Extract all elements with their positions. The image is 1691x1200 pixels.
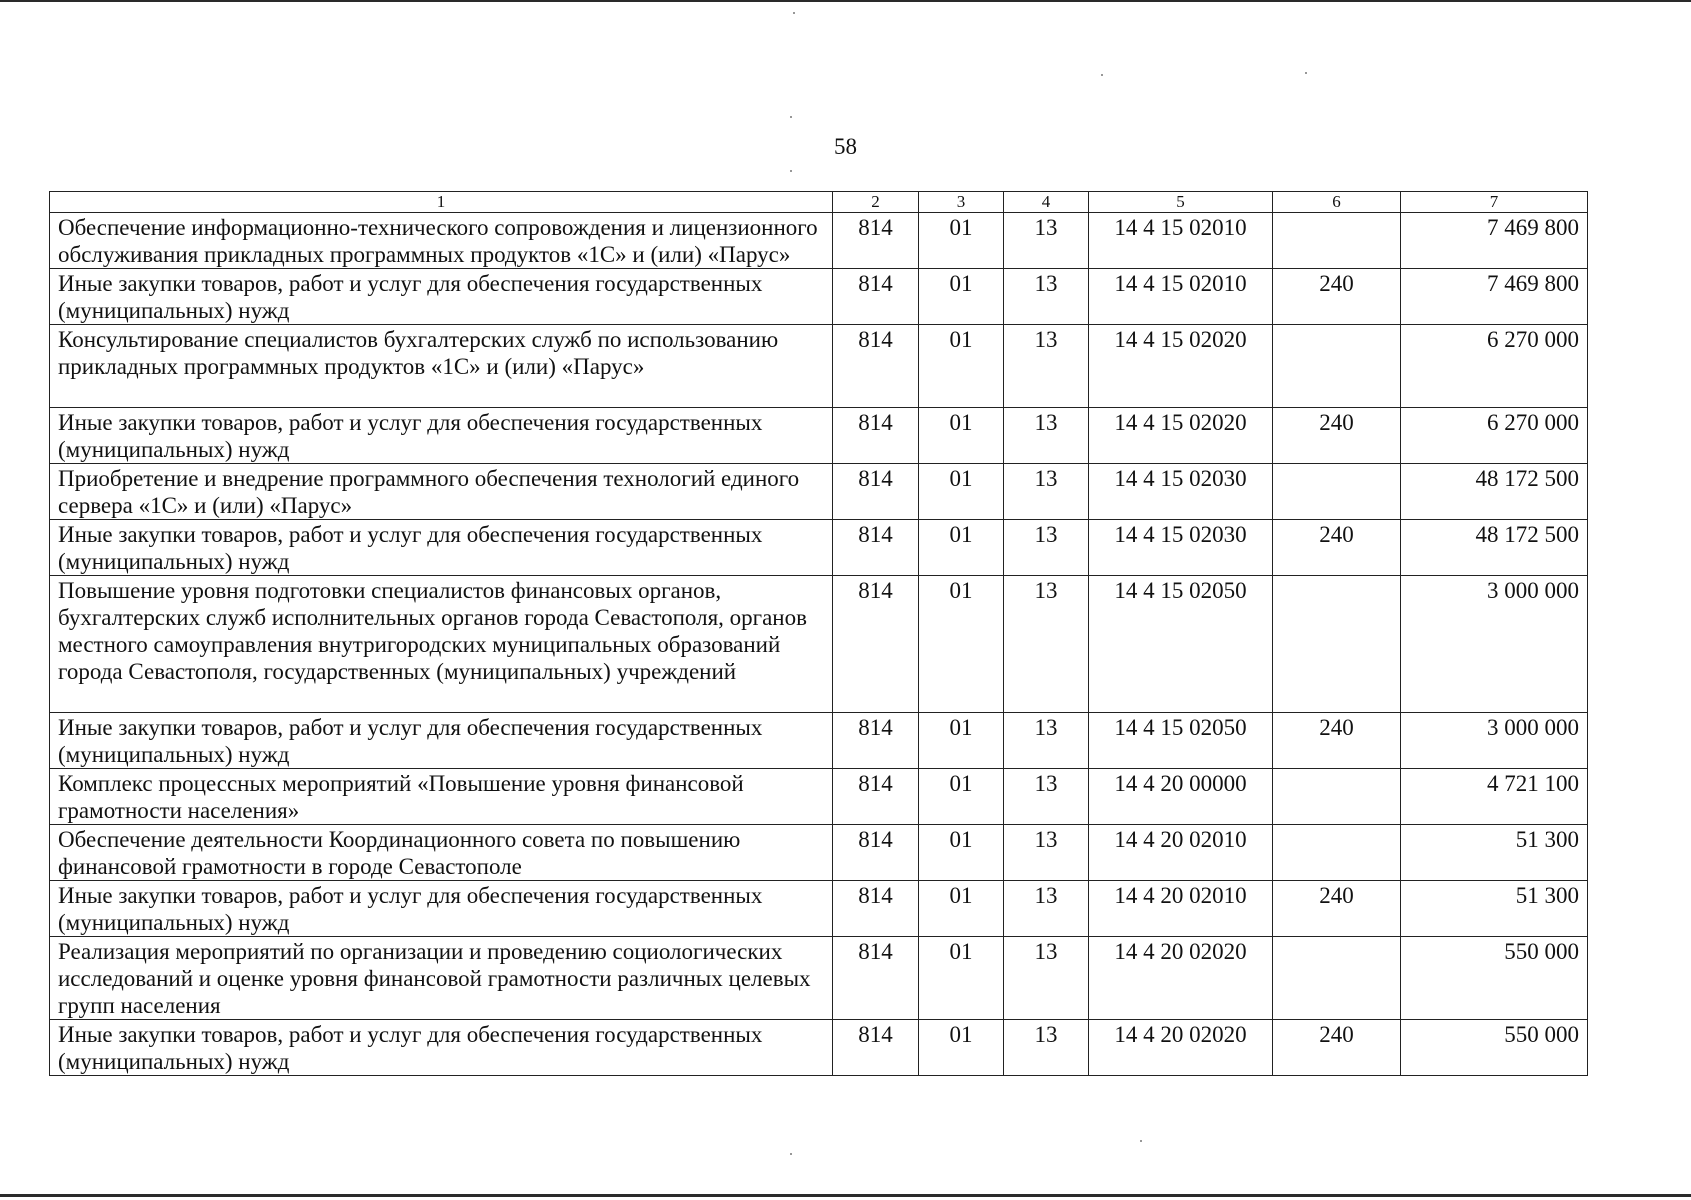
row-name: Иные закупки товаров, работ и услуг для обеспечения государственных (муниципальных) нужд [50, 713, 833, 769]
table-row [50, 464, 1588, 520]
row-target-article: 14 4 15 02020 [1089, 325, 1273, 408]
table-row [50, 520, 1588, 576]
row-subsection-code: 13 [1004, 881, 1089, 937]
row-department-code: 814 [833, 937, 919, 1020]
scan-speck [790, 170, 792, 172]
row-name: Иные закупки товаров, работ и услуг для обеспечения государственных (муниципальных) нужд [50, 1020, 833, 1076]
row-name: Иные закупки товаров, работ и услуг для обеспечения государственных (муниципальных) нужд [50, 881, 833, 937]
row-section-code: 01 [919, 520, 1004, 576]
row-name: Иные закупки товаров, работ и услуг для обеспечения государственных (муниципальных) нужд [50, 408, 833, 464]
row-name: Консультирование специалистов бухгалтерских служб по использованию прикладных программных продуктов «1С» и (или) «Парус» [50, 325, 833, 408]
row-target-article: 14 4 15 02050 [1089, 576, 1273, 713]
row-section-code: 01 [919, 881, 1004, 937]
row-expense-type: 240 [1273, 881, 1401, 937]
column-number-row [50, 192, 1588, 213]
row-target-article: 14 4 15 02030 [1089, 464, 1273, 520]
table-row [50, 576, 1588, 713]
row-target-article: 14 4 20 02010 [1089, 881, 1273, 937]
row-target-article: 14 4 15 02010 [1089, 269, 1273, 325]
row-name: Комплекс процессных мероприятий «Повышение уровня финансовой грамотности населения» [50, 769, 833, 825]
row-department-code: 814 [833, 881, 919, 937]
row-expense-type [1273, 825, 1401, 881]
page-number: 58 [834, 134, 857, 159]
row-amount: 550 000 [1401, 937, 1588, 1020]
row-amount: 3 000 000 [1401, 713, 1588, 769]
row-subsection-code: 13 [1004, 269, 1089, 325]
row-name: Иные закупки товаров, работ и услуг для обеспечения государственных (муниципальных) нужд [50, 520, 833, 576]
row-department-code: 814 [833, 325, 919, 408]
scan-speck [1140, 1140, 1142, 1142]
row-amount: 51 300 [1401, 825, 1588, 881]
table-row [50, 881, 1588, 937]
row-expense-type [1273, 576, 1401, 713]
row-expense-type: 240 [1273, 408, 1401, 464]
row-section-code: 01 [919, 269, 1004, 325]
row-section-code: 01 [919, 713, 1004, 769]
row-expense-type: 240 [1273, 1020, 1401, 1076]
row-section-code: 01 [919, 464, 1004, 520]
scan-speck [1305, 72, 1307, 74]
row-subsection-code: 13 [1004, 825, 1089, 881]
row-amount: 4 721 100 [1401, 769, 1588, 825]
table-row [50, 325, 1588, 408]
row-amount: 48 172 500 [1401, 520, 1588, 576]
scan-speck [793, 12, 795, 14]
column-header: 2 [833, 192, 919, 213]
row-subsection-code: 13 [1004, 408, 1089, 464]
row-section-code: 01 [919, 1020, 1004, 1076]
row-section-code: 01 [919, 408, 1004, 464]
row-department-code: 814 [833, 520, 919, 576]
row-expense-type [1273, 769, 1401, 825]
row-target-article: 14 4 15 02020 [1089, 408, 1273, 464]
table-row [50, 825, 1588, 881]
row-target-article: 14 4 20 00000 [1089, 769, 1273, 825]
row-department-code: 814 [833, 825, 919, 881]
row-amount: 7 469 800 [1401, 213, 1588, 269]
row-amount: 3 000 000 [1401, 576, 1588, 713]
row-expense-type [1273, 213, 1401, 269]
row-target-article: 14 4 20 02020 [1089, 937, 1273, 1020]
row-amount: 7 469 800 [1401, 269, 1588, 325]
column-header: 7 [1401, 192, 1588, 213]
row-target-article: 14 4 20 02010 [1089, 825, 1273, 881]
row-name: Обеспечение деятельности Координационного совета по повышению финансовой грамотности в городе Севастополе [50, 825, 833, 881]
row-amount: 51 300 [1401, 881, 1588, 937]
table-row [50, 713, 1588, 769]
row-subsection-code: 13 [1004, 576, 1089, 713]
row-subsection-code: 13 [1004, 325, 1089, 408]
row-target-article: 14 4 20 02020 [1089, 1020, 1273, 1076]
row-subsection-code: 13 [1004, 520, 1089, 576]
row-expense-type: 240 [1273, 713, 1401, 769]
row-department-code: 814 [833, 713, 919, 769]
column-header: 4 [1004, 192, 1089, 213]
row-section-code: 01 [919, 213, 1004, 269]
column-header: 1 [50, 192, 833, 213]
row-expense-type [1273, 325, 1401, 408]
row-target-article: 14 4 15 02030 [1089, 520, 1273, 576]
row-name: Приобретение и внедрение программного обеспечения технологий единого сервера «1С» и (или) «Парус» [50, 464, 833, 520]
row-name: Иные закупки товаров, работ и услуг для обеспечения государственных (муниципальных) нужд [50, 269, 833, 325]
table-row [50, 213, 1588, 269]
table-row [50, 769, 1588, 825]
row-amount: 6 270 000 [1401, 325, 1588, 408]
row-section-code: 01 [919, 825, 1004, 881]
column-header: 3 [919, 192, 1004, 213]
row-subsection-code: 13 [1004, 1020, 1089, 1076]
row-name: Повышение уровня подготовки специалистов финансовых органов, бухгалтерских служб исполнительных органов города Севастополя, органов местного самоуправления внутригородских муниципальных образований города Севастополя, государственных (муниципальных) учреждений [50, 576, 833, 713]
row-department-code: 814 [833, 464, 919, 520]
row-department-code: 814 [833, 1020, 919, 1076]
row-name: Обеспечение информационно-технического сопровождения и лицензионного обслуживания прикладных программных продуктов «1С» и (или) «Парус» [50, 213, 833, 269]
row-target-article: 14 4 15 02010 [1089, 213, 1273, 269]
row-department-code: 814 [833, 213, 919, 269]
row-section-code: 01 [919, 769, 1004, 825]
scan-speck [790, 116, 792, 118]
column-header: 6 [1273, 192, 1401, 213]
row-department-code: 814 [833, 576, 919, 713]
row-department-code: 814 [833, 269, 919, 325]
scan-speck [790, 1153, 792, 1155]
table-row [50, 937, 1588, 1020]
row-subsection-code: 13 [1004, 769, 1089, 825]
row-expense-type [1273, 464, 1401, 520]
row-subsection-code: 13 [1004, 713, 1089, 769]
row-subsection-code: 13 [1004, 464, 1089, 520]
table-row [50, 269, 1588, 325]
table-row [50, 1020, 1588, 1076]
row-amount: 48 172 500 [1401, 464, 1588, 520]
row-department-code: 814 [833, 769, 919, 825]
row-expense-type: 240 [1273, 269, 1401, 325]
row-section-code: 01 [919, 325, 1004, 408]
row-subsection-code: 13 [1004, 937, 1089, 1020]
row-expense-type [1273, 937, 1401, 1020]
column-header: 5 [1089, 192, 1273, 213]
row-expense-type: 240 [1273, 520, 1401, 576]
row-department-code: 814 [833, 408, 919, 464]
row-subsection-code: 13 [1004, 213, 1089, 269]
row-name: Реализация мероприятий по организации и проведению социологических исследований и оценке уровня финансовой грамотности различных целевых групп населения [50, 937, 833, 1020]
table-row [50, 408, 1588, 464]
row-section-code: 01 [919, 576, 1004, 713]
budget-table [49, 191, 1588, 1076]
scan-bottom-edge [0, 1194, 1691, 1197]
row-amount: 6 270 000 [1401, 408, 1588, 464]
scan-top-edge [0, 0, 1691, 2]
scan-speck [1101, 74, 1103, 76]
row-target-article: 14 4 15 02050 [1089, 713, 1273, 769]
row-amount: 550 000 [1401, 1020, 1588, 1076]
row-section-code: 01 [919, 937, 1004, 1020]
